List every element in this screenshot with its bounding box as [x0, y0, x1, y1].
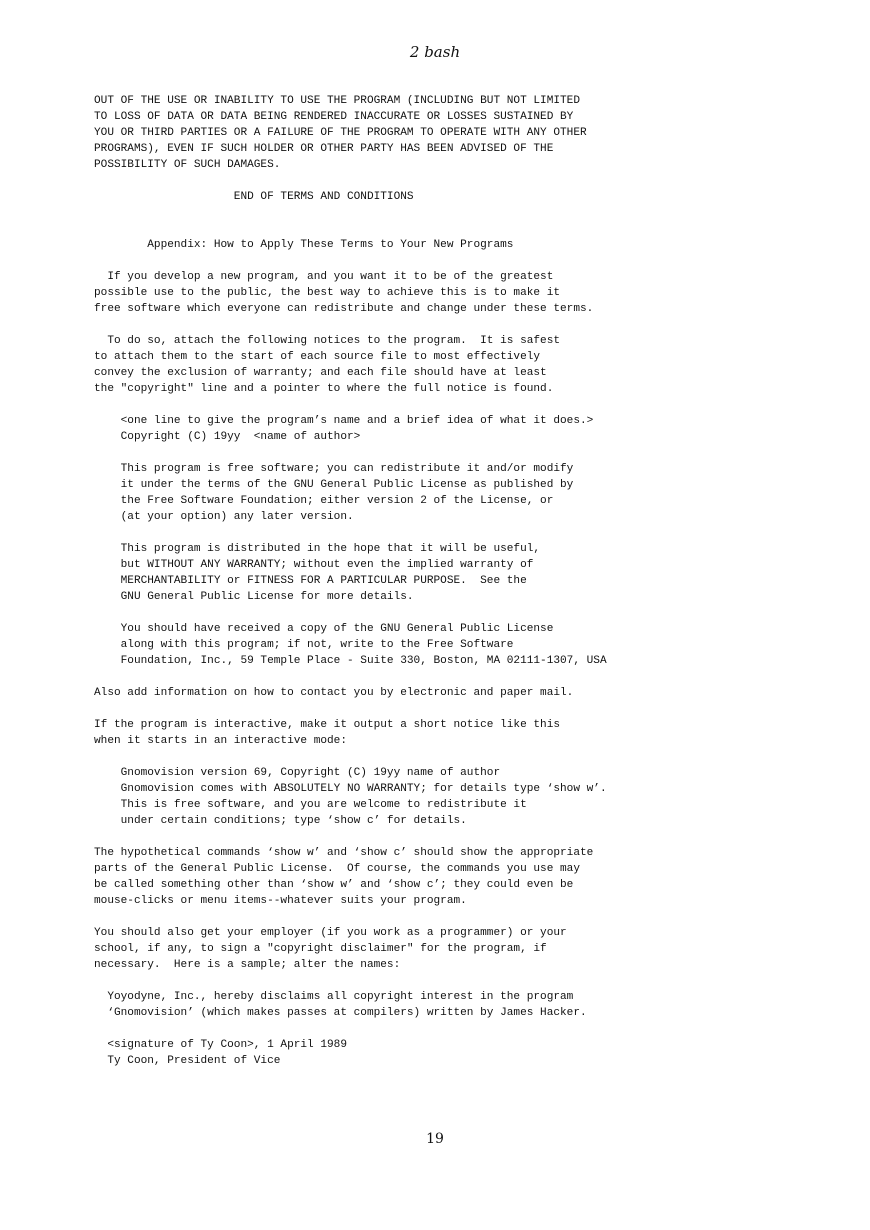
text-line: along with this program; if not, write to the Free Software [94, 639, 514, 651]
text-line: Copyright (C) 19yy <name of author> [94, 431, 361, 443]
text-line: Gnomovision version 69, Copyright (C) 19yy name of author [94, 767, 501, 779]
text-line [94, 253, 794, 269]
text-line: it under the terms of the GNU General Public License as published by [94, 479, 574, 491]
text-line [94, 605, 794, 621]
text-line [94, 701, 794, 717]
text-line: be called something other than ‘show w’ and ‘show c’; they could even be [94, 879, 574, 891]
text-line: Yoyodyne, Inc., hereby disclaims all copyright interest in the program [94, 991, 574, 1003]
text-line [94, 221, 794, 237]
text-line: (at your option) any later version. [94, 511, 354, 523]
text-line [94, 445, 794, 461]
text-line: This program is free software; you can redistribute it and/or modify [94, 463, 574, 475]
text-line: MERCHANTABILITY or FITNESS FOR A PARTICULAR PURPOSE. See the [94, 575, 527, 587]
text-line: the Free Software Foundation; either version 2 of the License, or [94, 495, 554, 507]
text-line: Gnomovision comes with ABSOLUTELY NO WARRANTY; for details type ‘show w’. [94, 783, 607, 795]
text-line: END OF TERMS AND CONDITIONS [94, 191, 414, 203]
text-line: <one line to give the program’s name and a brief idea of what it does.> [94, 415, 594, 427]
text-line: GNU General Public License for more details. [94, 591, 414, 603]
page-number: 19 [426, 1131, 444, 1147]
text-line: Foundation, Inc., 59 Temple Place - Suite 330, Boston, MA 02111-1307, USA [94, 655, 607, 667]
text-line [94, 973, 794, 989]
running-head: 2 bash [409, 43, 461, 61]
text-line: Also add information on how to contact you by electronic and paper mail. [94, 687, 574, 699]
text-line: convey the exclusion of warranty; and each file should have at least [94, 367, 547, 379]
text-line: under certain conditions; type ‘show c’ for details. [94, 815, 467, 827]
text-line: If you develop a new program, and you want it to be of the greatest [94, 271, 554, 283]
text-line [94, 909, 794, 925]
text-line: To do so, attach the following notices to the program. It is safest [94, 335, 561, 347]
text-line: but WITHOUT ANY WARRANTY; without even the implied warranty of [94, 559, 534, 571]
text-line: to attach them to the start of each source file to most effectively [94, 351, 541, 363]
text-line [94, 1021, 794, 1037]
text-line [94, 397, 794, 413]
text-line: This is free software, and you are welcome to redistribute it [94, 799, 527, 811]
text-line: Ty Coon, President of Vice [94, 1055, 281, 1067]
text-line: when it starts in an interactive mode: [94, 735, 347, 747]
text-line: PROGRAMS), EVEN IF SUCH HOLDER OR OTHER PARTY HAS BEEN ADVISED OF THE [94, 143, 554, 155]
text-line: <signature of Ty Coon>, 1 April 1989 [94, 1039, 347, 1051]
text-line: the "copyright" line and a pointer to where the full notice is found. [94, 383, 554, 395]
text-line: ‘Gnomovision’ (which makes passes at compilers) written by James Hacker. [94, 1007, 587, 1019]
text-line [94, 205, 794, 221]
text-line: YOU OR THIRD PARTIES OR A FAILURE OF THE PROGRAM TO OPERATE WITH ANY OTHER [94, 127, 587, 139]
license-text [94, 93, 794, 1069]
text-line [94, 749, 794, 765]
text-line: You should have received a copy of the GNU General Public License [94, 623, 554, 635]
text-line: The hypothetical commands ‘show w’ and ‘show c’ should show the appropriate [94, 847, 594, 859]
text-line: If the program is interactive, make it output a short notice like this [94, 719, 561, 731]
text-line: free software which everyone can redistribute and change under these terms. [94, 303, 594, 315]
text-line: parts of the General Public License. Of course, the commands you use may [94, 863, 580, 875]
text-line: TO LOSS OF DATA OR DATA BEING RENDERED INACCURATE OR LOSSES SUSTAINED BY [94, 111, 574, 123]
text-line: POSSIBILITY OF SUCH DAMAGES. [94, 159, 281, 171]
text-line [94, 173, 794, 189]
text-line: necessary. Here is a sample; alter the names: [94, 959, 401, 971]
text-line: OUT OF THE USE OR INABILITY TO USE THE PROGRAM (INCLUDING BUT NOT LIMITED [94, 95, 580, 107]
text-line [94, 669, 794, 685]
text-line: You should also get your employer (if you work as a programmer) or your [94, 927, 567, 939]
text-line: school, if any, to sign a "copyright disclaimer" for the program, if [94, 943, 547, 955]
text-line [94, 525, 794, 541]
text-line [94, 829, 794, 845]
text-line [94, 317, 794, 333]
text-line: possible use to the public, the best way to achieve this is to make it [94, 287, 561, 299]
text-line: mouse-clicks or menu items--whatever suits your program. [94, 895, 467, 907]
text-line: Appendix: How to Apply These Terms to Your New Programs [94, 239, 514, 251]
text-line: This program is distributed in the hope that it will be useful, [94, 543, 541, 555]
